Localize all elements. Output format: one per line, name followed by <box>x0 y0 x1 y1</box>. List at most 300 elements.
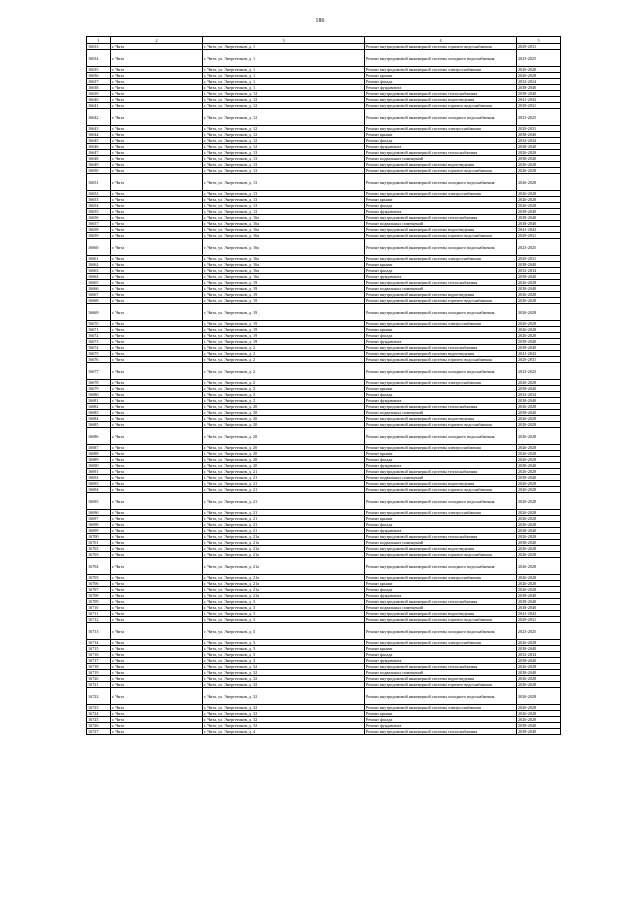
column-header: 4 <box>365 37 517 44</box>
work-type-cell: Ремонт внутридомовой инженерной системы холодного водоснабжения <box>365 239 517 256</box>
address-cell: г. Чита, ул. Энергетиков, д. 13 <box>203 162 365 168</box>
period-cell: 2038-2040 <box>517 339 561 345</box>
address-cell: г. Чита, ул. Энергетиков, д. 21а <box>203 558 365 575</box>
row-number: 16666 <box>87 286 111 292</box>
row-number: 16701 <box>87 540 111 546</box>
row-number: 16649 <box>87 162 111 168</box>
row-number: 16669 <box>87 304 111 321</box>
work-type-cell: Ремонт внутридомовой инженерной системы электроснабжения <box>365 126 517 132</box>
period-cell: 2038-2040 <box>517 463 561 469</box>
period-cell: 2038-2040 <box>517 723 561 729</box>
city-cell: г. Чита <box>111 516 203 522</box>
address-cell: г. Чита, ул. Энергетиков, д. 32 <box>203 717 365 723</box>
work-type-cell: Ремонт внутридомовой инженерной системы теплоснабжения <box>365 215 517 221</box>
address-cell: г. Чита, ул. Энергетиков, д. 1 <box>203 44 365 50</box>
row-number: 16720 <box>87 676 111 682</box>
table-row <box>87 688 561 705</box>
address-cell: г. Чита, ул. Энергетиков, д. 3 <box>203 646 365 652</box>
address-cell: г. Чита, ул. Энергетиков, д. 12 <box>203 97 365 103</box>
city-cell: г. Чита <box>111 256 203 262</box>
city-cell: г. Чита <box>111 203 203 209</box>
address-cell: г. Чита, ул. Энергетиков, д. 1 <box>203 79 365 85</box>
work-type-cell: Ремонт внутридомовой инженерной системы теплоснабжения <box>365 599 517 605</box>
row-number: 16642 <box>87 109 111 126</box>
work-type-cell: Ремонт внутридомовой инженерной системы теплоснабжения <box>365 91 517 97</box>
row-number: 16638 <box>87 85 111 91</box>
work-type-cell: Ремонт подвальных помещений <box>365 156 517 162</box>
city-cell: г. Чита <box>111 79 203 85</box>
row-number: 16670 <box>87 321 111 327</box>
period-cell: 2029-2031 <box>517 617 561 623</box>
address-cell: г. Чита, ул. Энергетиков, д. 19 <box>203 298 365 304</box>
row-number: 16724 <box>87 711 111 717</box>
city-cell: г. Чита <box>111 623 203 640</box>
period-cell: 2023-2025 <box>517 109 561 126</box>
work-type-cell: Ремонт внутридомовой инженерной системы горячего водоснабжения <box>365 422 517 428</box>
period-cell: 2038-2040 <box>517 410 561 416</box>
city-cell: г. Чита <box>111 546 203 552</box>
address-cell: г. Чита, ул. Энергетиков, д. 20 <box>203 416 365 422</box>
address-cell: г. Чита, ул. Энергетиков, д. 21 <box>203 493 365 510</box>
address-cell: г. Чита, ул. Энергетиков, д. 2 <box>203 386 365 392</box>
work-type-cell: Ремонт внутридомовой инженерной системы водоотведения <box>365 676 517 682</box>
column-header: 2 <box>111 37 203 44</box>
city-cell: г. Чита <box>111 174 203 191</box>
period-cell: 2026-2028 <box>517 428 561 445</box>
work-type-cell: Ремонт внутридомовой инженерной системы электроснабжения <box>365 575 517 581</box>
work-type-cell: Ремонт внутридомовой инженерной системы водоотведения <box>365 97 517 103</box>
row-number: 16671 <box>87 327 111 333</box>
work-type-cell: Ремонт внутридомовой инженерной системы электроснабжения <box>365 640 517 646</box>
table-row <box>87 174 561 191</box>
city-cell: г. Чита <box>111 605 203 611</box>
period-cell: 2032-2034 <box>517 268 561 274</box>
period-cell: 2026-2028 <box>517 711 561 717</box>
address-cell: г. Чита, ул. Энергетиков, д. 4 <box>203 729 365 735</box>
city-cell: г. Чита <box>111 298 203 304</box>
city-cell: г. Чита <box>111 197 203 203</box>
row-number: 16679 <box>87 386 111 392</box>
address-cell: г. Чита, ул. Энергетиков, д. 16а <box>203 268 365 274</box>
period-cell: 2026-2028 <box>517 404 561 410</box>
row-number: 16722 <box>87 688 111 705</box>
period-cell: 2026-2028 <box>517 457 561 463</box>
period-cell: 2026-2028 <box>517 327 561 333</box>
period-cell: 2026-2028 <box>517 682 561 688</box>
row-number: 16719 <box>87 670 111 676</box>
address-cell: г. Чита, ул. Энергетиков, д. 21а <box>203 552 365 558</box>
address-cell: г. Чита, ул. Энергетиков, д. 2 <box>203 345 365 351</box>
work-type-cell: Ремонт внутридомовой инженерной системы водоотведения <box>365 292 517 298</box>
period-cell: 2026-2028 <box>517 705 561 711</box>
address-cell: г. Чита, ул. Энергетиков, д. 20 <box>203 445 365 451</box>
work-type-cell: Ремонт фундамента <box>365 144 517 150</box>
address-cell: г. Чита, ул. Энергетиков, д. 16а <box>203 256 365 262</box>
table-row <box>87 623 561 640</box>
city-cell: г. Чита <box>111 162 203 168</box>
city-cell: г. Чита <box>111 469 203 475</box>
city-cell: г. Чита <box>111 522 203 528</box>
city-cell: г. Чита <box>111 50 203 67</box>
period-cell: 2026-2028 <box>517 168 561 174</box>
period-cell: 2038-2040 <box>517 132 561 138</box>
city-cell: г. Чита <box>111 428 203 445</box>
work-type-cell: Ремонт фундамента <box>365 339 517 345</box>
city-cell: г. Чита <box>111 138 203 144</box>
period-cell: 2038-2040 <box>517 156 561 162</box>
row-number: 16700 <box>87 534 111 540</box>
period-cell: 2026-2028 <box>517 321 561 327</box>
address-cell: г. Чита, ул. Энергетиков, д. 3 <box>203 611 365 617</box>
work-type-cell: Ремонт внутридомовой инженерной системы теплоснабжения <box>365 469 517 475</box>
city-cell: г. Чита <box>111 723 203 729</box>
address-cell: г. Чита, ул. Энергетиков, д. 19 <box>203 280 365 286</box>
city-cell: г. Чита <box>111 705 203 711</box>
address-cell: г. Чита, ул. Энергетиков, д. 21 <box>203 475 365 481</box>
city-cell: г. Чита <box>111 487 203 493</box>
city-cell: г. Чита <box>111 132 203 138</box>
address-cell: г. Чита, ул. Энергетиков, д. 20 <box>203 410 365 416</box>
address-cell: г. Чита, ул. Энергетиков, д. 19 <box>203 339 365 345</box>
city-cell: г. Чита <box>111 227 203 233</box>
address-cell: г. Чита, ул. Энергетиков, д. 19 <box>203 333 365 339</box>
period-cell: 2038-2040 <box>517 262 561 268</box>
table-row <box>87 493 561 510</box>
city-cell: г. Чита <box>111 357 203 363</box>
work-type-cell: Ремонт внутридомовой инженерной системы холодного водоснабжения <box>365 50 517 67</box>
work-type-cell: Ремонт фундамента <box>365 528 517 534</box>
row-number: 16644 <box>87 132 111 138</box>
work-type-cell: Ремонт фасада <box>365 652 517 658</box>
city-cell: г. Чита <box>111 652 203 658</box>
city-cell: г. Чита <box>111 109 203 126</box>
city-cell: г. Чита <box>111 575 203 581</box>
address-cell: г. Чита, ул. Энергетиков, д. 16а <box>203 215 365 221</box>
work-type-cell: Ремонт внутридомовой инженерной системы холодного водоснабжения <box>365 363 517 380</box>
row-number: 16643 <box>87 126 111 132</box>
row-number: 16634 <box>87 50 111 67</box>
period-cell: 2026-2028 <box>517 575 561 581</box>
work-type-cell: Ремонт фасада <box>365 457 517 463</box>
row-number: 16726 <box>87 723 111 729</box>
period-cell: 2026-2028 <box>517 510 561 516</box>
period-cell: 2038-2040 <box>517 286 561 292</box>
row-number: 16653 <box>87 197 111 203</box>
city-cell: г. Чита <box>111 688 203 705</box>
row-number: 16652 <box>87 191 111 197</box>
period-cell: 2026-2028 <box>517 451 561 457</box>
row-number: 16686 <box>87 428 111 445</box>
period-cell: 2029-2031 <box>517 103 561 109</box>
row-number: 16658 <box>87 227 111 233</box>
period-cell: 2026-2028 <box>517 558 561 575</box>
city-cell: г. Чита <box>111 475 203 481</box>
table-row <box>87 50 561 67</box>
city-cell: г. Чита <box>111 233 203 239</box>
row-number: 16684 <box>87 416 111 422</box>
work-type-cell: Ремонт фасада <box>365 522 517 528</box>
table-row <box>87 558 561 575</box>
work-type-cell: Ремонт крыши <box>365 646 517 652</box>
row-number: 16647 <box>87 150 111 156</box>
row-number: 16656 <box>87 215 111 221</box>
row-number: 16706 <box>87 581 111 587</box>
address-cell: г. Чита, ул. Энергетиков, д. 13 <box>203 203 365 209</box>
work-type-cell: Ремонт фасада <box>365 79 517 85</box>
work-type-cell: Ремонт крыши <box>365 451 517 457</box>
period-cell: 2023-2025 <box>517 50 561 67</box>
period-cell: 2038-2040 <box>517 605 561 611</box>
work-type-cell: Ремонт фундамента <box>365 209 517 215</box>
city-cell: г. Чита <box>111 156 203 162</box>
period-cell: 2026-2028 <box>517 333 561 339</box>
work-type-cell: Ремонт внутридомовой инженерной системы холодного водоснабжения <box>365 109 517 126</box>
row-number: 16659 <box>87 233 111 239</box>
work-type-cell: Ремонт фундамента <box>365 398 517 404</box>
table-row <box>87 239 561 256</box>
address-cell: г. Чита, ул. Энергетиков, д. 13 <box>203 168 365 174</box>
city-cell: г. Чита <box>111 103 203 109</box>
work-type-cell: Ремонт фасада <box>365 333 517 339</box>
city-cell: г. Чита <box>111 729 203 735</box>
row-number: 16667 <box>87 292 111 298</box>
row-number: 16678 <box>87 380 111 386</box>
row-number: 16662 <box>87 262 111 268</box>
address-cell: г. Чита, ул. Энергетиков, д. 32 <box>203 711 365 717</box>
period-cell: 2026-2028 <box>517 546 561 552</box>
address-cell: г. Чита, ул. Энергетиков, д. 19 <box>203 304 365 321</box>
row-number: 16699 <box>87 528 111 534</box>
work-type-cell: Ремонт внутридомовой инженерной системы холодного водоснабжения <box>365 304 517 321</box>
address-cell: г. Чита, ул. Энергетиков, д. 32 <box>203 664 365 670</box>
period-cell: 2026-2028 <box>517 522 561 528</box>
row-number: 16702 <box>87 546 111 552</box>
row-number: 16682 <box>87 404 111 410</box>
period-cell: 2026-2028 <box>517 203 561 209</box>
period-cell: 2026-2028 <box>517 416 561 422</box>
period-cell: 2038-2040 <box>517 144 561 150</box>
address-cell: г. Чита, ул. Энергетиков, д. 13 <box>203 174 365 191</box>
row-number: 16655 <box>87 209 111 215</box>
row-number: 16683 <box>87 410 111 416</box>
work-type-cell: Ремонт внутридомовой инженерной системы горячего водоснабжения <box>365 44 517 50</box>
work-type-cell: Ремонт фасада <box>365 587 517 593</box>
period-cell: 2041-2043 <box>517 227 561 233</box>
address-cell: г. Чита, ул. Энергетиков, д. 21а <box>203 581 365 587</box>
city-cell: г. Чита <box>111 676 203 682</box>
period-cell: 2026-2028 <box>517 552 561 558</box>
row-number: 16633 <box>87 44 111 50</box>
city-cell: г. Чита <box>111 717 203 723</box>
period-cell: 2038-2040 <box>517 85 561 91</box>
row-number: 16645 <box>87 138 111 144</box>
city-cell: г. Чита <box>111 528 203 534</box>
city-cell: г. Чита <box>111 481 203 487</box>
work-type-cell: Ремонт внутридомовой инженерной системы теплоснабжения <box>365 150 517 156</box>
row-number: 16723 <box>87 705 111 711</box>
period-cell: 2038-2040 <box>517 599 561 605</box>
row-number: 16668 <box>87 298 111 304</box>
row-number: 16698 <box>87 522 111 528</box>
work-type-cell: Ремонт внутридомовой инженерной системы горячего водоснабжения <box>365 617 517 623</box>
address-cell: г. Чита, ул. Энергетиков, д. 12 <box>203 103 365 109</box>
row-number: 16688 <box>87 451 111 457</box>
work-type-cell: Ремонт внутридомовой инженерной системы холодного водоснабжения <box>365 493 517 510</box>
city-cell: г. Чита <box>111 581 203 587</box>
period-cell: 2029-2031 <box>517 233 561 239</box>
city-cell: г. Чита <box>111 91 203 97</box>
row-number: 16713 <box>87 623 111 640</box>
address-cell: г. Чита, ул. Энергетиков, д. 16а <box>203 233 365 239</box>
address-cell: г. Чита, ул. Энергетиков, д. 3 <box>203 599 365 605</box>
work-type-cell: Ремонт подвальных помещений <box>365 540 517 546</box>
row-number: 16711 <box>87 611 111 617</box>
period-cell: 2026-2028 <box>517 676 561 682</box>
city-cell: г. Чита <box>111 510 203 516</box>
work-type-cell: Ремонт внутридомовой инженерной системы электроснабжения <box>365 321 517 327</box>
row-number: 16680 <box>87 392 111 398</box>
row-number: 16676 <box>87 357 111 363</box>
period-cell: 2041-2043 <box>517 97 561 103</box>
address-cell: г. Чита, ул. Энергетиков, д. 32 <box>203 705 365 711</box>
city-cell: г. Чита <box>111 457 203 463</box>
period-cell: 2026-2028 <box>517 516 561 522</box>
row-number: 16694 <box>87 487 111 493</box>
address-cell: г. Чита, ул. Энергетиков, д. 32 <box>203 670 365 676</box>
period-cell: 2038-2040 <box>517 540 561 546</box>
city-cell: г. Чита <box>111 280 203 286</box>
work-type-cell: Ремонт внутридомовой инженерной системы холодного водоснабжения <box>365 623 517 640</box>
city-cell: г. Чита <box>111 552 203 558</box>
work-type-cell: Ремонт крыши <box>365 73 517 79</box>
address-cell: г. Чита, ул. Энергетиков, д. 21а <box>203 534 365 540</box>
row-number: 16717 <box>87 658 111 664</box>
row-number: 16677 <box>87 363 111 380</box>
table-row <box>87 729 561 735</box>
column-header: 5 <box>517 37 561 44</box>
period-cell: 2026-2028 <box>517 162 561 168</box>
city-cell: г. Чита <box>111 416 203 422</box>
address-cell: г. Чита, ул. Энергетиков, д. 32 <box>203 723 365 729</box>
city-cell: г. Чита <box>111 351 203 357</box>
address-cell: г. Чита, ул. Энергетиков, д. 19 <box>203 286 365 292</box>
address-cell: г. Чита, ул. Энергетиков, д. 32 <box>203 688 365 705</box>
address-cell: г. Чита, ул. Энергетиков, д. 1 <box>203 73 365 79</box>
city-cell: г. Чита <box>111 304 203 321</box>
address-cell: г. Чита, ул. Энергетиков, д. 12 <box>203 109 365 126</box>
period-cell: 2026-2028 <box>517 73 561 79</box>
address-cell: г. Чита, ул. Энергетиков, д. 2 <box>203 357 365 363</box>
period-cell: 2038-2040 <box>517 658 561 664</box>
row-number: 16707 <box>87 587 111 593</box>
period-cell: 2038-2040 <box>517 215 561 221</box>
address-cell: г. Чита, ул. Энергетиков, д. 1 <box>203 67 365 73</box>
table-row <box>87 428 561 445</box>
city-cell: г. Чита <box>111 664 203 670</box>
address-cell: г. Чита, ул. Энергетиков, д. 16а <box>203 274 365 280</box>
row-number: 16651 <box>87 174 111 191</box>
period-cell: 2023-2025 <box>517 363 561 380</box>
address-cell: г. Чита, ул. Энергетиков, д. 21 <box>203 469 365 475</box>
period-cell: 2038-2040 <box>517 646 561 652</box>
address-cell: г. Чита, ул. Энергетиков, д. 1 <box>203 50 365 67</box>
city-cell: г. Чита <box>111 215 203 221</box>
work-type-cell: Ремонт крыши <box>365 132 517 138</box>
city-cell: г. Чита <box>111 144 203 150</box>
work-type-cell: Ремонт крыши <box>365 262 517 268</box>
address-cell: г. Чита, ул. Энергетиков, д. 21 <box>203 487 365 493</box>
city-cell: г. Чита <box>111 262 203 268</box>
period-cell: 2026-2028 <box>517 587 561 593</box>
row-number: 16635 <box>87 67 111 73</box>
period-cell: 2026-2028 <box>517 304 561 321</box>
address-cell: г. Чита, ул. Энергетиков, д. 21а <box>203 546 365 552</box>
city-cell: г. Чита <box>111 587 203 593</box>
address-cell: г. Чита, ул. Энергетиков, д. 20 <box>203 428 365 445</box>
work-type-cell: Ремонт фундамента <box>365 274 517 280</box>
city-cell: г. Чита <box>111 327 203 333</box>
work-type-cell: Ремонт подвальных помещений <box>365 670 517 676</box>
city-cell: г. Чита <box>111 150 203 156</box>
row-number: 16646 <box>87 144 111 150</box>
work-type-cell: Ремонт внутридомовой инженерной системы холодного водоснабжения <box>365 174 517 191</box>
address-cell: г. Чита, ул. Энергетиков, д. 19 <box>203 321 365 327</box>
city-cell: г. Чита <box>111 711 203 717</box>
city-cell: г. Чита <box>111 333 203 339</box>
row-number: 16650 <box>87 168 111 174</box>
row-number: 16712 <box>87 617 111 623</box>
work-type-cell: Ремонт внутридомовой инженерной системы электроснабжения <box>365 256 517 262</box>
city-cell: г. Чита <box>111 646 203 652</box>
row-number: 16648 <box>87 156 111 162</box>
work-type-cell: Ремонт внутридомовой инженерной системы горячего водоснабжения <box>365 487 517 493</box>
address-cell: г. Чита, ул. Энергетиков, д. 13 <box>203 191 365 197</box>
row-number: 16664 <box>87 274 111 280</box>
work-type-cell: Ремонт крыши <box>365 197 517 203</box>
row-number: 16690 <box>87 463 111 469</box>
work-type-cell: Ремонт фундамента <box>365 463 517 469</box>
period-cell: 2026-2028 <box>517 487 561 493</box>
work-type-cell: Ремонт крыши <box>365 581 517 587</box>
address-cell: г. Чита, ул. Энергетиков, д. 21 <box>203 522 365 528</box>
period-cell: 2038-2040 <box>517 221 561 227</box>
city-cell: г. Чита <box>111 191 203 197</box>
city-cell: г. Чита <box>111 392 203 398</box>
work-type-cell: Ремонт внутридомовой инженерной системы холодного водоснабжения <box>365 688 517 705</box>
address-cell: г. Чита, ул. Энергетиков, д. 20 <box>203 404 365 410</box>
work-type-cell: Ремонт внутридомовой инженерной системы водоотведения <box>365 481 517 487</box>
table-row <box>87 109 561 126</box>
work-type-cell: Ремонт внутридомовой инженерной системы горячего водоснабжения <box>365 552 517 558</box>
period-cell: 2026-2028 <box>517 298 561 304</box>
work-type-cell: Ремонт внутридомовой инженерной системы электроснабжения <box>365 380 517 386</box>
period-cell: 2026-2028 <box>517 717 561 723</box>
period-cell: 2026-2028 <box>517 581 561 587</box>
address-cell: г. Чита, ул. Энергетиков, д. 20 <box>203 457 365 463</box>
period-cell: 2029-2031 <box>517 357 561 363</box>
work-type-cell: Ремонт подвальных помещений <box>365 605 517 611</box>
work-type-cell: Ремонт фундамента <box>365 85 517 91</box>
row-number: 16660 <box>87 239 111 256</box>
work-type-cell: Ремонт внутридомовой инженерной системы водоотведения <box>365 351 517 357</box>
work-type-cell: Ремонт подвальных помещений <box>365 410 517 416</box>
period-cell: 2032-2034 <box>517 79 561 85</box>
city-cell: г. Чита <box>111 73 203 79</box>
period-cell: 2026-2028 <box>517 481 561 487</box>
work-type-cell: Ремонт крыши <box>365 516 517 522</box>
city-cell: г. Чита <box>111 268 203 274</box>
period-cell: 2038-2040 <box>517 386 561 392</box>
